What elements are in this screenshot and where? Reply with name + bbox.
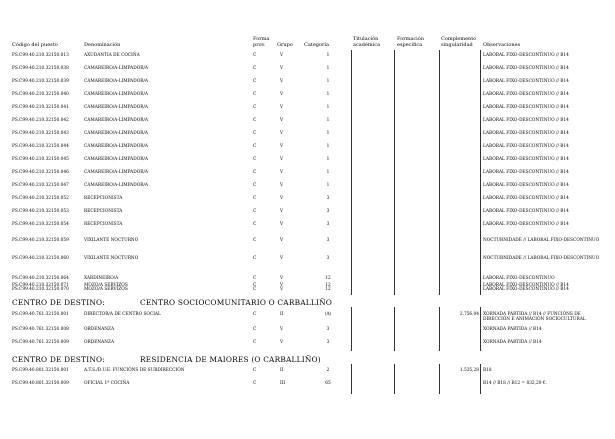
cell-codigo: PS.C99.40.210.32150.038 bbox=[12, 66, 69, 71]
cell-forma: C bbox=[253, 66, 257, 71]
header-titulacion bbox=[353, 36, 380, 48]
cell-denominacion: CAMAREIRO/A-LIMPADOR/A bbox=[84, 118, 149, 123]
table-row bbox=[0, 312, 615, 322]
cell-observaciones: LABORAL FIXO-DESCONTINUO // B14 bbox=[483, 131, 569, 136]
cell-observaciones: LABORAL FIXO-DESCONTINUO // B14 bbox=[483, 196, 569, 201]
cell-denominacion: RECEPCIONISTA bbox=[84, 222, 123, 227]
header-codigo: Código del puesto bbox=[12, 42, 58, 48]
cell-forma: C bbox=[253, 312, 257, 317]
cell-categoria: 3 bbox=[326, 222, 330, 227]
cell-denominacion: CAMAREIRO/A-LIMPADOR/A bbox=[84, 105, 149, 110]
cell-grupo: V bbox=[280, 276, 284, 281]
cell-categoria: 1 bbox=[326, 79, 330, 84]
cell-grupo: V bbox=[280, 256, 284, 261]
cell-categoria: 1 bbox=[326, 170, 330, 175]
cell-observaciones: LABORAL FIXO-DESCONTINUO // B14 bbox=[483, 209, 569, 214]
header-grupo: Grupo bbox=[277, 42, 293, 48]
cell-grupo: III bbox=[280, 381, 286, 386]
cell-observaciones: LABORAL FIXO-DESCONTINUO // B14 bbox=[483, 183, 569, 188]
cell-codigo: PS.C99.40.210.32150.070 bbox=[12, 287, 69, 292]
cell-denominacion: RECEPCIONISTA bbox=[84, 196, 123, 201]
cell-categoria: 3 bbox=[326, 256, 330, 261]
cell-codigo: PS.C99.40.210.32150.040 bbox=[12, 92, 69, 97]
cell-categoria: 12 bbox=[325, 283, 331, 288]
cell-categoria: 1 bbox=[326, 118, 330, 123]
section2-center-name: CENTRO SOCIOCOMUNITARIO O CARBALLIÑO bbox=[140, 298, 333, 307]
table-row bbox=[0, 131, 615, 141]
cell-codigo: PS.C99.40.210.32150.052 bbox=[12, 196, 69, 201]
cell-categoria: 2 bbox=[326, 368, 330, 373]
header-forma-prov bbox=[253, 36, 269, 48]
cell-observaciones: LABORAL FIXO-DESCONTINUO // B14 bbox=[483, 222, 569, 227]
cell-observaciones: B14 // B18 // B12 = 832,29 €. bbox=[483, 381, 547, 386]
cell-denominacion: CAMAREIRO/A-LIMPADOR/A bbox=[84, 157, 149, 162]
cell-forma: C bbox=[253, 157, 257, 162]
header-complemento-line2: singularidad bbox=[441, 42, 473, 48]
table-row bbox=[0, 53, 615, 63]
table-row bbox=[0, 170, 615, 180]
cell-forma: C bbox=[253, 131, 257, 136]
cell-forma: C bbox=[253, 276, 257, 281]
table-row bbox=[0, 327, 615, 337]
cell-grupo: V bbox=[280, 105, 284, 110]
header-formacion-line2: específica bbox=[397, 42, 423, 48]
cell-denominacion: ORDENANZA bbox=[84, 327, 115, 332]
cell-codigo: PS.C99.40.210.32150.059 bbox=[12, 238, 69, 243]
cell-observaciones: XORNADA PARTIDA // B14 bbox=[483, 327, 542, 332]
cell-grupo: V bbox=[280, 53, 284, 58]
cell-codigo: PS.C99.40.210.32150.053 bbox=[12, 209, 69, 214]
cell-categoria: 1 bbox=[326, 53, 330, 58]
cell-complemento: 1.535,28 bbox=[459, 368, 479, 373]
cell-forma: C bbox=[253, 209, 257, 214]
cell-denominacion: MOZO/A SERVIZOS bbox=[84, 283, 128, 288]
cell-forma: C bbox=[253, 53, 257, 58]
cell-forma: C bbox=[253, 144, 257, 149]
cell-denominacion: OFICIAL 1ª COCIÑA bbox=[84, 381, 130, 386]
cell-denominacion: VIXILANTE NOCTURNO bbox=[84, 238, 139, 243]
cell-categoria: 3 bbox=[326, 340, 330, 345]
cell-grupo: V bbox=[280, 66, 284, 71]
table-row bbox=[0, 183, 615, 193]
cell-observaciones: XORNADA PARTIDA // B14 bbox=[483, 340, 542, 345]
cell-categoria: 1 bbox=[326, 144, 330, 149]
cell-forma: C bbox=[253, 183, 257, 188]
cell-grupo: V bbox=[280, 92, 284, 97]
cell-denominacion: VIXILANTE NOCTURNO bbox=[84, 256, 139, 261]
header-observaciones: Observaciones bbox=[483, 42, 521, 48]
table-row bbox=[0, 92, 615, 102]
cell-grupo: V bbox=[280, 340, 284, 345]
cell-categoria: 65 bbox=[325, 381, 331, 386]
cell-observaciones: LABORAL FIXO-DESCONTINUO // B14 bbox=[483, 79, 569, 84]
header-forma-line1: Forma bbox=[253, 36, 270, 42]
cell-grupo: V bbox=[280, 118, 284, 123]
cell-categoria: 1 bbox=[326, 157, 330, 162]
cell-forma: C bbox=[253, 196, 257, 201]
table-row bbox=[0, 368, 615, 378]
cell-forma: C bbox=[253, 368, 257, 373]
cell-codigo: PS.C99.40.210.32150.039 bbox=[12, 79, 69, 84]
cell-categoria: 1 bbox=[326, 105, 330, 110]
cell-grupo: V bbox=[280, 283, 284, 288]
cell-categoria: 3 bbox=[326, 238, 330, 243]
table-row bbox=[0, 144, 615, 154]
cell-denominacion: CAMAREIRO/A-LIMPADOR/A bbox=[84, 144, 149, 149]
cell-grupo: V bbox=[280, 287, 284, 292]
table-row bbox=[0, 222, 615, 232]
table-row bbox=[0, 381, 615, 391]
cell-observaciones: LABORAL FIXO-DESCONTINUO // B14 bbox=[483, 144, 569, 149]
cell-denominacion: CAMAREIRO/A-LIMPADOR/A bbox=[84, 66, 149, 71]
cell-denominacion: XARDINEIRO/A bbox=[84, 276, 119, 281]
table-row bbox=[0, 118, 615, 128]
cell-categoria: 1 bbox=[326, 92, 330, 97]
cell-codigo: PS.C99.40.210.32150.043 bbox=[12, 131, 69, 136]
table-row bbox=[0, 238, 615, 248]
header-formacion-line1: Formación bbox=[397, 36, 424, 42]
cell-observaciones: NOCTURNIDADE // LABORAL FIXO-DESCONTINUO bbox=[483, 238, 600, 243]
cell-observaciones: LABORAL FIXO-DESCONTINUO // B14 bbox=[483, 283, 569, 288]
cell-grupo: V bbox=[280, 157, 284, 162]
cell-forma: C bbox=[253, 222, 257, 227]
table-row bbox=[0, 209, 615, 219]
header-denominacion: Denominación bbox=[84, 42, 121, 48]
cell-forma: C bbox=[253, 79, 257, 84]
cell-grupo: V bbox=[280, 183, 284, 188]
cell-codigo: PS.C99.40.761.32150.009 bbox=[12, 340, 69, 345]
cell-forma: C bbox=[253, 287, 257, 292]
header-formacion bbox=[397, 36, 424, 48]
cell-observaciones: LABORAL FIXO-DESCONTINUO // B14 bbox=[483, 157, 569, 162]
cell-forma: C bbox=[253, 256, 257, 261]
section3-label: CENTRO DE DESTINO: bbox=[12, 355, 105, 364]
cell-categoria: 12 bbox=[325, 287, 331, 292]
cell-observaciones: XORNADA PARTIDA // B14 // FUNCIÓNS DE DIRECCIÓN E ANIMACIÓN SOCIOCULTURAL bbox=[483, 312, 586, 322]
cell-codigo: PS.C99.40.210.32150.046 bbox=[12, 170, 69, 175]
cell-grupo: V bbox=[280, 196, 284, 201]
cell-forma: C bbox=[253, 105, 257, 110]
cell-codigo: PS.C99.40.761.32150.001 bbox=[12, 312, 69, 317]
cell-forma: C bbox=[253, 340, 257, 345]
cell-forma: C bbox=[253, 92, 257, 97]
cell-categoria: 1 bbox=[326, 66, 330, 71]
header-titulacion-line2: académica bbox=[353, 42, 381, 48]
cell-observaciones: LABORAL FIXO-DESCONTINUO // B14 bbox=[483, 66, 569, 71]
cell-observaciones: LABORAL FIXO-DESCONTINUO // B14 bbox=[483, 118, 569, 123]
cell-denominacion: CAMAREIRO/A-LIMPADOR/A bbox=[84, 170, 149, 175]
table-row bbox=[0, 79, 615, 89]
cell-categoria: 3 bbox=[326, 196, 330, 201]
cell-codigo: PS.C99.40.210.32150.064 bbox=[12, 276, 69, 281]
table-row bbox=[0, 283, 615, 293]
cell-denominacion: MOZO/A SERVIZOS bbox=[84, 287, 128, 292]
header-categoria: Categoría bbox=[304, 42, 329, 48]
cell-grupo: V bbox=[280, 238, 284, 243]
cell-denominacion: CAMAREIRO/A-LIMPADOR/A bbox=[84, 92, 149, 97]
cell-grupo: V bbox=[280, 327, 284, 332]
cell-denominacion: ORDENANZA bbox=[84, 340, 115, 345]
cell-codigo: PS.C99.40.210.32150.045 bbox=[12, 157, 69, 162]
cell-codigo: PS.C99.40.801.32150.001 bbox=[12, 368, 69, 373]
cell-categoria: 1 bbox=[326, 131, 330, 136]
cell-grupo: V bbox=[280, 79, 284, 84]
cell-categoria: 1 bbox=[326, 183, 330, 188]
cell-observaciones: LABORAL FIXO-DESCONTINUO // B14 bbox=[483, 287, 569, 292]
cell-observaciones: LABORAL FIXO-DESCONTINUO // B14 bbox=[483, 170, 569, 175]
cell-grupo: V bbox=[280, 144, 284, 149]
table-row bbox=[0, 256, 615, 266]
cell-observaciones: B18 bbox=[483, 368, 492, 373]
table-row bbox=[0, 157, 615, 167]
cell-denominacion: AXUDANTIA DE COCIÑA bbox=[84, 53, 140, 58]
cell-denominacion: CAMAREIRO/A-LIMPADOR/A bbox=[84, 183, 149, 188]
cell-codigo: PS.C99.40.210.32150.047 bbox=[12, 183, 69, 188]
cell-codigo: PS.C99.40.210.32150.044 bbox=[12, 144, 69, 149]
cell-codigo: PS.C99.40.210.32150.041 bbox=[12, 105, 69, 110]
cell-denominacion: CAMAREIRO/A-LIMPADOR/A bbox=[84, 131, 149, 136]
cell-codigo: PS.C99.40.761.32150.008 bbox=[12, 327, 69, 332]
cell-denominacion: RECEPCIONISTA bbox=[84, 209, 123, 214]
cell-grupo: V bbox=[280, 170, 284, 175]
cell-codigo: PS.C99.40.210.32150.054 bbox=[12, 222, 69, 227]
cell-categoria: 12 bbox=[325, 276, 331, 281]
cell-observaciones: LABORAL FIXO-DESCONTINUO bbox=[483, 276, 555, 281]
cell-observaciones: NOCTURNIDADE // LABORAL FIXO-DESCONTINUO bbox=[483, 256, 600, 261]
cell-codigo: PS.C99.40.210.32150.060 bbox=[12, 256, 69, 261]
cell-forma: C bbox=[253, 381, 257, 386]
section2-label: CENTRO DE DESTINO: bbox=[12, 298, 105, 307]
cell-codigo: PS.C99.40.210.32150.071 bbox=[12, 283, 69, 288]
cell-forma: C bbox=[253, 327, 257, 332]
table-row bbox=[0, 340, 615, 350]
header-forma-line2: prov. bbox=[253, 42, 266, 48]
cell-grupo: V bbox=[280, 209, 284, 214]
cell-observaciones: LABORAL FIXO-DESCONTINUO // B14 bbox=[483, 92, 569, 97]
cell-grupo: II bbox=[280, 312, 284, 317]
cell-observaciones: LABORAL FIXO-DESCONTINUO // B14 bbox=[483, 105, 569, 110]
cell-forma: C bbox=[253, 283, 257, 288]
cell-denominacion: A.T.S./D.U.E. FUNCIÓNS DE SUBDIRECCIÓN bbox=[84, 368, 185, 373]
cell-categoria: (A) bbox=[324, 312, 332, 317]
cell-forma: C bbox=[253, 170, 257, 175]
header-complemento bbox=[441, 36, 476, 48]
cell-grupo: II bbox=[280, 368, 284, 373]
cell-codigo: PS.C99.40.801.32150.009 bbox=[12, 381, 69, 386]
cell-categoria: 3 bbox=[326, 327, 330, 332]
header-complemento-line1: Complemento bbox=[441, 36, 477, 42]
cell-grupo: V bbox=[280, 222, 284, 227]
table-row bbox=[0, 105, 615, 115]
cell-grupo: V bbox=[280, 131, 284, 136]
cell-complemento: 2.756,04 bbox=[459, 312, 479, 317]
header-titulacion-line1: Titulación bbox=[353, 36, 379, 42]
cell-forma: C bbox=[253, 118, 257, 123]
section3-center-name: RESIDENCIA DE MAIORES (O CARBALLIÑO) bbox=[140, 355, 321, 364]
table-row bbox=[0, 66, 615, 76]
cell-categoria: 3 bbox=[326, 209, 330, 214]
cell-observaciones: LABORAL FIXO-DESCONTINUO // B14 bbox=[483, 53, 569, 58]
table-row bbox=[0, 196, 615, 206]
cell-forma: C bbox=[253, 238, 257, 243]
cell-codigo: PS.C99.40.210.32150.013 bbox=[12, 53, 69, 58]
cell-codigo: PS.C99.40.210.32150.042 bbox=[12, 118, 69, 123]
cell-denominacion: CAMAREIRO/A-LIMPADOR/A bbox=[84, 79, 149, 84]
cell-denominacion: DIRECTOR/A DE CENTRO SOCIAL bbox=[84, 312, 161, 317]
